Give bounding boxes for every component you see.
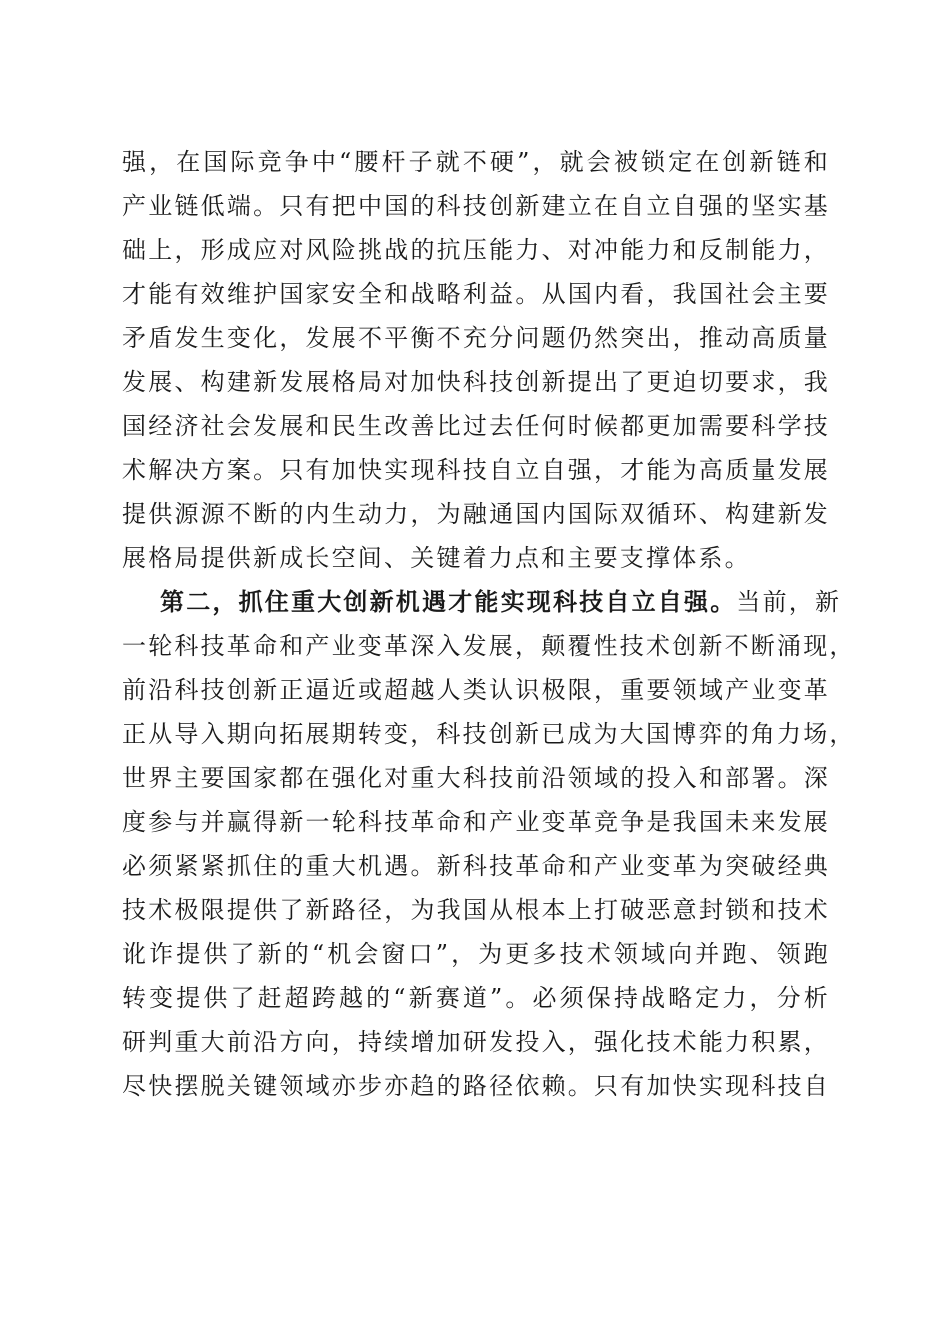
text-line: 正从导入期向拓展期转变，科技创新已成为大国博弈的角力场，: [122, 720, 856, 748]
text-line: 展格局提供新成长空间、关键着力点和主要支撑体系。: [122, 544, 751, 572]
text-line: 础上，形成应对风险挑战的抗压能力、对冲能力和反制能力，: [122, 236, 830, 264]
paragraph-heading: 第二，抓住重大创新机遇才能实现科技自立自强。: [160, 587, 737, 616]
heading-line-rest: 当前，新: [736, 588, 842, 616]
text-line: 提供源源不断的内生动力，为融通国内国际双循环、构建新发: [122, 500, 830, 528]
text-line: 矛盾发生变化，发展不平衡不充分问题仍然突出，推动高质量: [122, 324, 830, 352]
document-body: [122, 140, 856, 1108]
text-line: [122, 580, 842, 624]
text-line: 一轮科技革命和产业变革深入发展，颠覆性技术创新不断涌现，: [122, 632, 856, 660]
text-line: 前沿科技创新正逼近或超越人类认识极限，重要领域产业变革: [122, 676, 830, 704]
text-line: 度参与并赢得新一轮科技革命和产业变革竞争是我国未来发展: [122, 808, 830, 836]
text-line: 转变提供了赶超跨越的“新赛道”。必须保持战略定力，分析: [122, 984, 830, 1012]
text-line: 讹诈提供了新的“机会窗口”，为更多技术领域向并跑、领跑: [122, 940, 830, 968]
text-line: 世界主要国家都在强化对重大科技前沿领域的投入和部署。深: [122, 764, 830, 792]
text-line: 产业链低端。只有把中国的科技创新建立在自立自强的坚实基: [122, 192, 830, 220]
paragraph-2: [122, 580, 856, 1108]
text-line: 术解决方案。只有加快实现科技自立自强，才能为高质量发展: [122, 456, 830, 484]
text-line: 必须紧紧抓住的重大机遇。新科技革命和产业变革为突破经典: [122, 852, 830, 880]
text-line: 强，在国际竞争中“腰杆子就不硬”，就会被锁定在创新链和: [122, 148, 830, 176]
text-line: 发展、构建新发展格局对加快科技创新提出了更迫切要求，我: [122, 368, 830, 396]
paragraph-1: [122, 140, 830, 580]
text-line: 才能有效维护国家安全和战略利益。从国内看，我国社会主要: [122, 280, 830, 308]
text-line: 国经济社会发展和民生改善比过去任何时候都更加需要科学技: [122, 412, 830, 440]
text-line: 尽快摆脱关键领域亦步亦趋的路径依赖。只有加快实现科技自: [122, 1072, 830, 1100]
text-line: 研判重大前沿方向，持续增加研发投入，强化技术能力积累，: [122, 1028, 830, 1056]
text-line: 技术极限提供了新路径，为我国从根本上打破恶意封锁和技术: [122, 896, 830, 924]
